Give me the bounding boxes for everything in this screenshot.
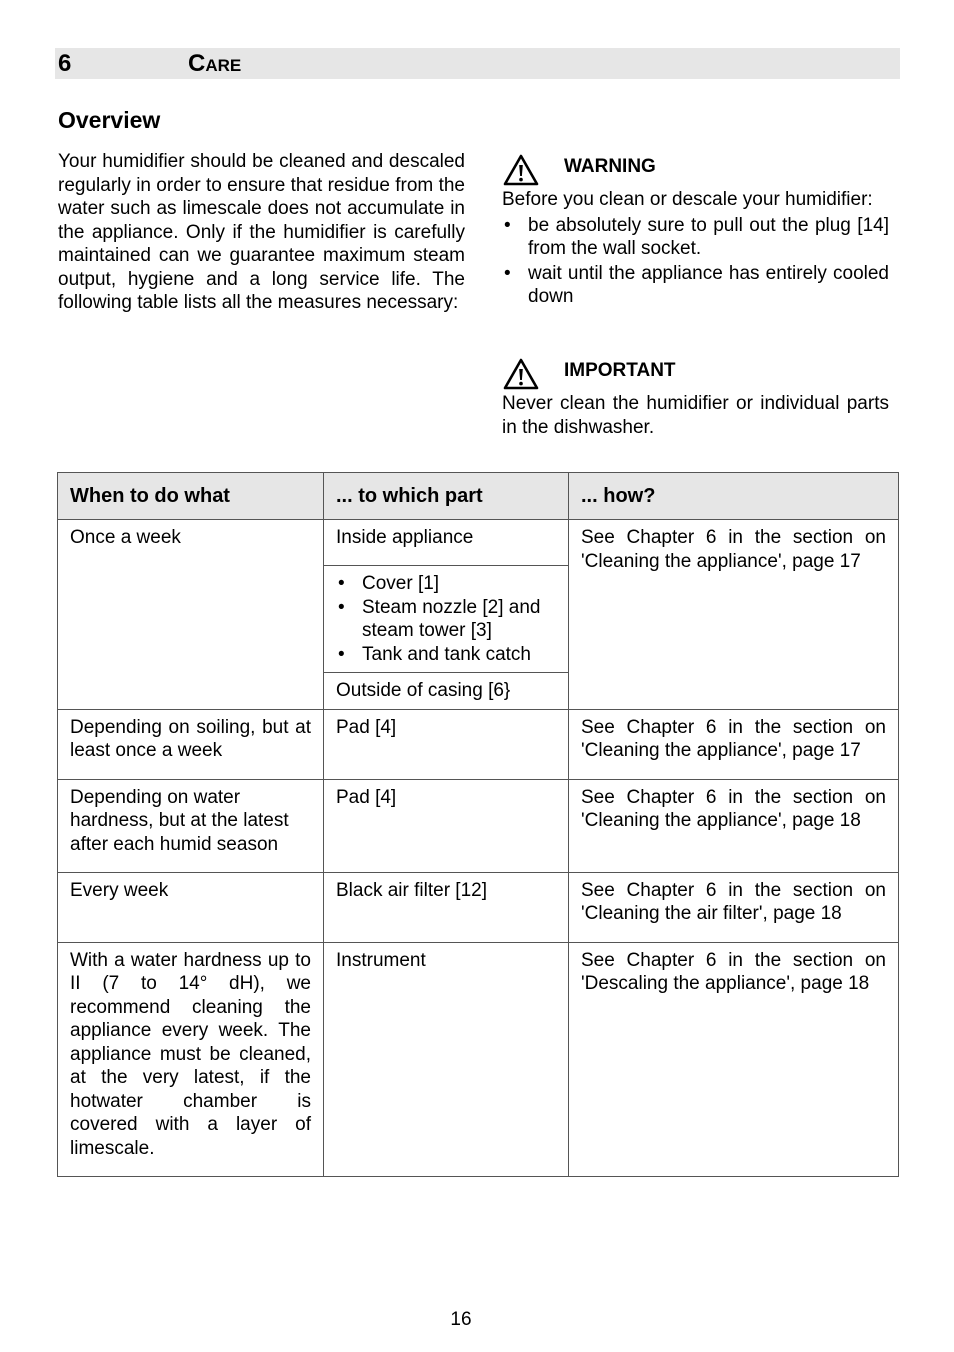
warning-item: • wait until the appliance has entirely cooled down — [502, 262, 889, 309]
table-row — [58, 520, 899, 566]
cell-part: Inside appliance — [324, 520, 569, 566]
warning-intro: Before you clean or descale your humidifier: — [502, 189, 873, 210]
cell-when: Every week — [58, 872, 324, 942]
cell-part-extra: Outside of casing [6} — [324, 673, 569, 710]
column-header-how: ... how? — [569, 473, 899, 520]
cell-part-items — [324, 566, 569, 673]
cell-when: With a water hardness up to II (7 to 14° dH), we recommend cleaning the appliance every week. The appliance must be cleaned, at the very latest, if the hotwater chamber is covered with a layer of limescale. — [58, 942, 324, 1176]
cell-part: Instrument — [324, 942, 569, 1176]
cell-how: See Chapter 6 in the section on 'Cleaning the air filter', page 18 — [569, 872, 899, 942]
table-header-row — [58, 473, 899, 520]
cell-part: Pad [4] — [324, 709, 569, 779]
warning-triangle-icon — [503, 154, 539, 186]
warning-title: WARNING — [564, 156, 656, 177]
page-number: 16 — [450, 1309, 472, 1330]
chapter-number: 6 — [58, 50, 72, 77]
part-item-list — [336, 572, 556, 666]
overview-heading: Overview — [58, 107, 161, 133]
column-header-when: When to do what — [58, 473, 324, 520]
column-header-part: ... to which part — [324, 473, 569, 520]
warning-list — [502, 214, 889, 309]
table-row — [58, 872, 899, 942]
chapter-title: Care — [188, 50, 242, 77]
chapter-heading-bar — [55, 48, 900, 79]
cell-part: Pad [4] — [324, 779, 569, 872]
cell-when: Depending on water hardness, but at the latest after each humid season — [58, 779, 324, 872]
table-row — [58, 779, 899, 872]
cell-part: Black air filter [12] — [324, 872, 569, 942]
care-table — [57, 472, 899, 1177]
cell-how: See Chapter 6 in the section on 'Cleaning the appliance', page 17 — [569, 520, 899, 710]
table-row — [58, 709, 899, 779]
table-row — [58, 942, 899, 1176]
cell-when: Depending on soiling, but at least once a week — [58, 709, 324, 779]
overview-text: Your humidifier should be cleaned and descaled regularly in order to ensure that residue from the water such as limescale does not accumulate in the appliance. Only if the humidifier is carefully maintained can we guarantee maximum steam output, hygiene and a long service life. The following table lists all the measures necessary: — [58, 151, 465, 313]
warning-item: • be absolutely sure to pull out the plug [14] from the wall socket. — [502, 214, 889, 261]
warning-notice — [502, 152, 889, 310]
cell-how: See Chapter 6 in the section on 'Cleaning the appliance', page 17 — [569, 709, 899, 779]
part-item: • Steam nozzle [2] and steam tower [3] — [336, 596, 556, 643]
important-notice — [502, 356, 889, 439]
cell-how: See Chapter 6 in the section on 'Descaling the appliance', page 18 — [569, 942, 899, 1176]
important-text: Never clean the humidifier or individual parts in the dishwasher. — [502, 393, 889, 438]
cell-when: Once a week — [58, 520, 324, 710]
cell-how: See Chapter 6 in the section on 'Cleaning the appliance', page 18 — [569, 779, 899, 872]
part-item: • Tank and tank catch — [336, 643, 556, 667]
part-item: • Cover [1] — [336, 572, 556, 596]
warning-triangle-icon — [503, 358, 539, 390]
important-title: IMPORTANT — [564, 360, 676, 381]
